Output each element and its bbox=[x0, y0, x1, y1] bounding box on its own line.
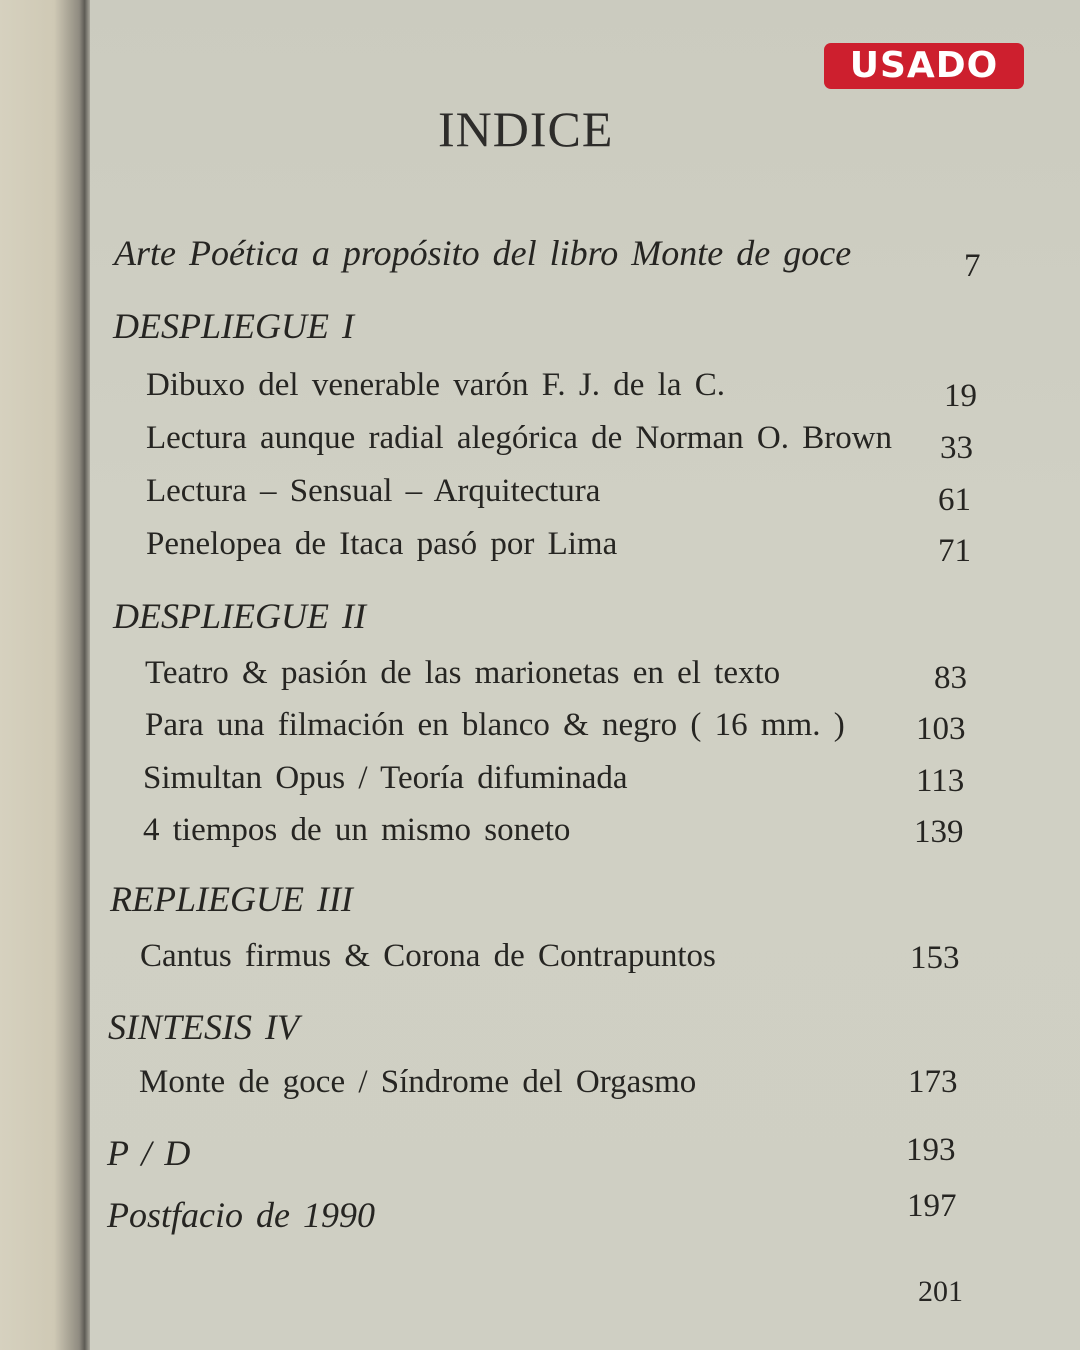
toc-entry: Monte de goce / Síndrome del Orgasmo bbox=[139, 1064, 697, 1100]
page-title: INDICE bbox=[438, 101, 614, 157]
toc-entry: 4 tiempos de un mismo soneto bbox=[143, 812, 571, 848]
used-badge: USADO bbox=[824, 43, 1024, 89]
toc-page-number: 197 bbox=[907, 1188, 957, 1224]
toc-page-number: 7 bbox=[964, 248, 981, 284]
book-spine-shadow bbox=[0, 0, 90, 1350]
toc-page-number: 103 bbox=[916, 711, 966, 747]
toc-entry: Teatro & pasión de las marionetas en el texto bbox=[145, 655, 781, 691]
toc-entry: Dibuxo del venerable varón F. J. de la C. bbox=[146, 367, 725, 403]
toc-entry: Lectura – Sensual – Arquitectura bbox=[146, 473, 601, 509]
toc-entry: Lectura aunque radial alegórica de Norman O. Brown bbox=[146, 420, 893, 456]
toc-page-number: 61 bbox=[938, 482, 971, 518]
toc-entry: Cantus firmus & Corona de Contrapuntos bbox=[140, 938, 716, 974]
toc-entry-arte-poetica: Arte Poética a propósito del libro Monte de goce bbox=[114, 233, 852, 273]
section-heading-repliegue-iii: REPLIEGUE III bbox=[110, 879, 353, 919]
toc-page-number: 19 bbox=[944, 378, 977, 414]
toc-entry: Para una filmación en blanco & negro ( 16 mm. ) bbox=[145, 707, 845, 743]
toc-page-number: 113 bbox=[916, 763, 965, 799]
toc-page-number: 193 bbox=[906, 1132, 956, 1168]
toc-page-number: 71 bbox=[938, 533, 971, 569]
toc-page-number: 173 bbox=[908, 1064, 958, 1100]
toc-entry-pd: P / D bbox=[107, 1133, 191, 1173]
toc-entry: Penelopea de Itaca pasó por Lima bbox=[146, 526, 618, 562]
section-heading-despliegue-i: DESPLIEGUE I bbox=[113, 306, 354, 346]
toc-entry-postfacio: Postfacio de 1990 bbox=[107, 1195, 375, 1235]
toc-page-number: 33 bbox=[940, 430, 973, 466]
toc-page-number: 83 bbox=[934, 660, 967, 696]
toc-page-number: 153 bbox=[910, 940, 960, 976]
toc-page-number: 139 bbox=[914, 814, 964, 850]
toc-entry: Simultan Opus / Teoría difuminada bbox=[143, 760, 628, 796]
section-heading-despliegue-ii: DESPLIEGUE II bbox=[113, 596, 366, 636]
page-folio-number: 201 bbox=[918, 1275, 963, 1308]
section-heading-sintesis-iv: SINTESIS IV bbox=[108, 1007, 299, 1047]
